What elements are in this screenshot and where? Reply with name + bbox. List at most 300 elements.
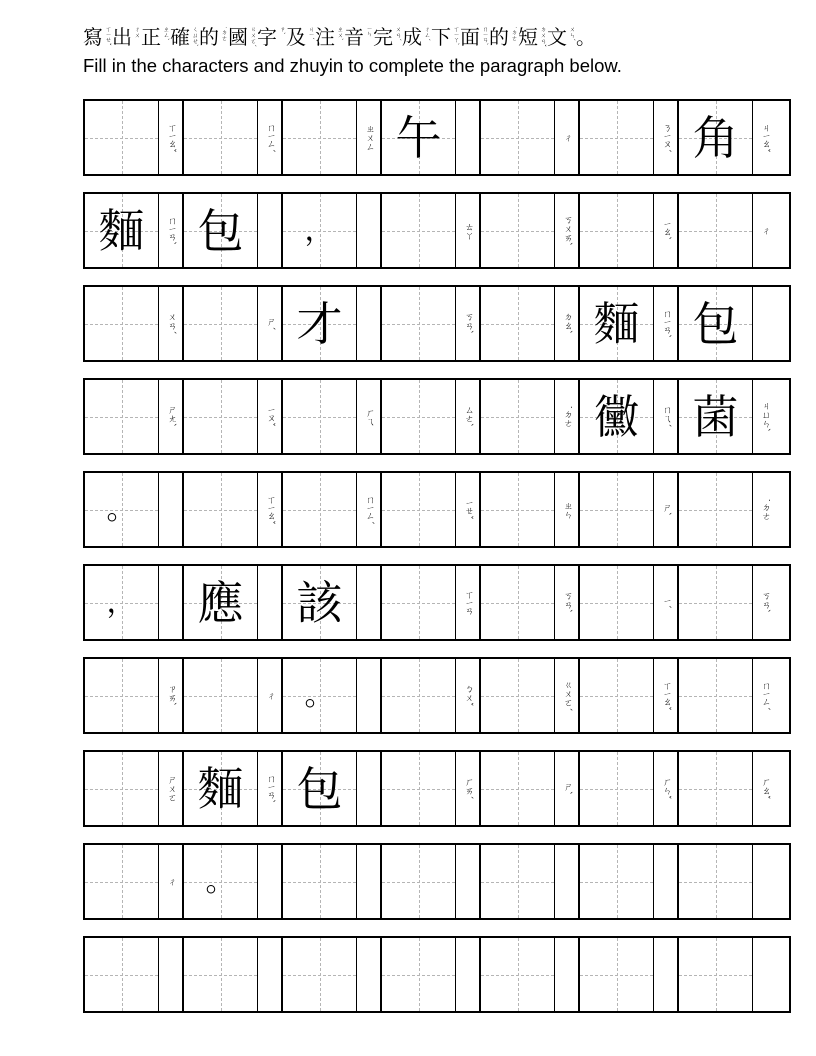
character-text: 麵 bbox=[197, 761, 244, 816]
grid-cell[interactable] bbox=[380, 194, 479, 267]
zhuyin-text: ㄎㄢˋ bbox=[760, 591, 770, 614]
character-box[interactable] bbox=[580, 659, 653, 732]
grid-cell[interactable] bbox=[85, 566, 182, 639]
character-box[interactable] bbox=[184, 101, 257, 174]
zhuyin-text: ㄧㄠˋ bbox=[661, 220, 671, 241]
character-box[interactable] bbox=[580, 473, 653, 546]
character-box[interactable] bbox=[184, 287, 257, 360]
character-box[interactable] bbox=[283, 566, 356, 639]
zhuyin-box[interactable] bbox=[455, 473, 479, 546]
zhuyin-box[interactable] bbox=[257, 659, 281, 732]
zhuyin-text: ㄕㄤˋ bbox=[166, 405, 176, 428]
zhuyin-box[interactable] bbox=[158, 101, 182, 174]
instruction-char-text: 下 bbox=[431, 25, 451, 49]
grid-cell[interactable] bbox=[281, 380, 380, 453]
grid-cell[interactable] bbox=[578, 752, 677, 825]
instruction-char-text: 及 bbox=[286, 25, 306, 49]
zhuyin-text: ㄍㄨㄛˊ bbox=[562, 679, 572, 712]
character-box[interactable] bbox=[481, 287, 554, 360]
grid-row bbox=[83, 657, 791, 734]
character-box[interactable] bbox=[283, 473, 356, 546]
zhuyin-box[interactable] bbox=[554, 845, 578, 918]
zhuyin-box[interactable] bbox=[257, 380, 281, 453]
zhuyin-box[interactable] bbox=[752, 566, 776, 639]
zhuyin-text: ㄎㄨㄞˋ bbox=[562, 214, 572, 247]
zhuyin-box[interactable] bbox=[158, 566, 182, 639]
zhuyin-box[interactable] bbox=[455, 101, 479, 174]
instruction-zhuyin: ㄒㄧㄚˋ bbox=[452, 26, 459, 46]
zhuyin-box[interactable] bbox=[752, 845, 776, 918]
character-box[interactable] bbox=[481, 194, 554, 267]
zhuyin-box[interactable] bbox=[653, 752, 677, 825]
character-box[interactable] bbox=[85, 845, 158, 918]
zhuyin-box[interactable] bbox=[158, 473, 182, 546]
zhuyin-box[interactable] bbox=[158, 845, 182, 918]
character-box[interactable] bbox=[382, 380, 455, 453]
grid-cell[interactable] bbox=[281, 473, 380, 546]
zhuyin-box[interactable] bbox=[158, 938, 182, 1011]
character-box[interactable] bbox=[85, 566, 158, 639]
grid-cell[interactable] bbox=[578, 101, 677, 174]
zhuyin-box[interactable] bbox=[653, 287, 677, 360]
character-box[interactable] bbox=[679, 194, 752, 267]
grid-cell[interactable] bbox=[677, 473, 776, 546]
grid-cell[interactable] bbox=[578, 845, 677, 918]
instruction-char bbox=[518, 24, 547, 50]
character-box[interactable] bbox=[382, 473, 455, 546]
zhuyin-box[interactable] bbox=[752, 659, 776, 732]
grid-cell[interactable] bbox=[281, 845, 380, 918]
character-box[interactable] bbox=[580, 194, 653, 267]
grid-cell[interactable] bbox=[578, 566, 677, 639]
instruction-char-text: 短 bbox=[518, 25, 538, 49]
character-box[interactable] bbox=[580, 938, 653, 1011]
zhuyin-box[interactable] bbox=[158, 194, 182, 267]
character-text: 麵 bbox=[98, 203, 145, 258]
instruction-char-text: 面 bbox=[460, 25, 480, 49]
character-box[interactable] bbox=[184, 845, 257, 918]
character-box[interactable] bbox=[283, 101, 356, 174]
zhuyin-box[interactable] bbox=[257, 566, 281, 639]
zhuyin-text: ㄧˊ bbox=[661, 596, 671, 609]
character-box[interactable] bbox=[580, 101, 653, 174]
zhuyin-box[interactable] bbox=[752, 380, 776, 453]
grid-cell[interactable] bbox=[85, 287, 182, 360]
grid-cell[interactable] bbox=[578, 659, 677, 732]
instruction-char-text: 注 bbox=[315, 25, 335, 49]
character-box[interactable] bbox=[283, 659, 356, 732]
grid-cell[interactable] bbox=[182, 194, 281, 267]
zhuyin-text: ㄕㄨㄛ bbox=[166, 775, 176, 802]
grid-cell[interactable] bbox=[85, 194, 182, 267]
grid-cell[interactable] bbox=[578, 938, 677, 1011]
instruction-char-text: 確 bbox=[170, 25, 190, 49]
grid-cell[interactable] bbox=[85, 845, 182, 918]
character-text: 黴 bbox=[593, 389, 640, 444]
grid-cell[interactable] bbox=[182, 938, 281, 1011]
grid-cell[interactable] bbox=[182, 752, 281, 825]
character-box[interactable] bbox=[580, 845, 653, 918]
character-box[interactable] bbox=[382, 752, 455, 825]
zhuyin-box[interactable] bbox=[356, 380, 380, 453]
character-box[interactable] bbox=[85, 938, 158, 1011]
zhuyin-box[interactable] bbox=[752, 194, 776, 267]
grid-cell[interactable] bbox=[479, 752, 578, 825]
grid-cell[interactable] bbox=[281, 194, 380, 267]
zhuyin-text: ㄏㄠˇ bbox=[760, 777, 770, 800]
zhuyin-box[interactable] bbox=[653, 380, 677, 453]
zhuyin-box[interactable] bbox=[554, 752, 578, 825]
zhuyin-box[interactable] bbox=[455, 287, 479, 360]
instruction-chinese bbox=[83, 24, 783, 50]
grid-cell[interactable] bbox=[380, 938, 479, 1011]
character-box[interactable] bbox=[481, 938, 554, 1011]
grid-cell[interactable] bbox=[182, 845, 281, 918]
zhuyin-box[interactable] bbox=[356, 845, 380, 918]
zhuyin-text: ㄎㄢˋ bbox=[463, 312, 473, 335]
zhuyin-text: ㄔ bbox=[760, 226, 770, 235]
zhuyin-box[interactable] bbox=[455, 380, 479, 453]
character-box[interactable] bbox=[481, 566, 554, 639]
grid-cell[interactable] bbox=[479, 938, 578, 1011]
grid-cell[interactable] bbox=[677, 938, 776, 1011]
instruction-zhuyin: ㄉㄨㄢˇ bbox=[539, 26, 546, 47]
zhuyin-text: ㄔ bbox=[265, 691, 275, 700]
zhuyin-box[interactable] bbox=[752, 287, 776, 360]
character-box[interactable] bbox=[679, 845, 752, 918]
zhuyin-box[interactable] bbox=[356, 566, 380, 639]
character-box[interactable] bbox=[679, 287, 752, 360]
zhuyin-text: ㄇㄟˊ bbox=[661, 405, 671, 428]
grid-row bbox=[83, 471, 791, 548]
character-box[interactable] bbox=[85, 194, 158, 267]
character-box[interactable] bbox=[679, 473, 752, 546]
character-box[interactable] bbox=[382, 566, 455, 639]
zhuyin-box[interactable] bbox=[554, 101, 578, 174]
instruction-zhuyin: ㄐㄧˊ bbox=[307, 26, 314, 40]
character-box[interactable] bbox=[382, 101, 455, 174]
grid-cell[interactable] bbox=[479, 566, 578, 639]
zhuyin-box[interactable] bbox=[257, 752, 281, 825]
zhuyin-box[interactable] bbox=[752, 473, 776, 546]
grid-cell[interactable] bbox=[578, 473, 677, 546]
grid-cell[interactable] bbox=[677, 659, 776, 732]
grid-row bbox=[83, 936, 791, 1013]
instruction-zhuyin: ㄗˋ bbox=[278, 26, 285, 35]
zhuyin-text: ㄏㄣˇ bbox=[661, 777, 671, 800]
instruction-char bbox=[112, 24, 141, 50]
character-box[interactable] bbox=[184, 752, 257, 825]
grid-cell[interactable] bbox=[85, 752, 182, 825]
grid-cell[interactable] bbox=[281, 101, 380, 174]
grid-cell[interactable] bbox=[479, 194, 578, 267]
zhuyin-box[interactable] bbox=[455, 194, 479, 267]
instruction-zhuyin: ㄨㄢˊ bbox=[394, 26, 401, 41]
zhuyin-box[interactable] bbox=[257, 194, 281, 267]
grid-cell[interactable] bbox=[479, 473, 578, 546]
instruction-zhuyin: ㄔㄥˊ bbox=[423, 26, 430, 41]
character-box[interactable] bbox=[481, 845, 554, 918]
grid-cell[interactable] bbox=[182, 380, 281, 453]
zhuyin-box[interactable] bbox=[455, 659, 479, 732]
zhuyin-text: ㄔ bbox=[562, 133, 572, 142]
instruction-char-text: 。 bbox=[576, 25, 596, 49]
zhuyin-box[interactable] bbox=[257, 845, 281, 918]
character-box[interactable] bbox=[283, 938, 356, 1011]
character-box[interactable] bbox=[580, 380, 653, 453]
character-box[interactable] bbox=[85, 659, 158, 732]
grid-cell[interactable] bbox=[281, 287, 380, 360]
zhuyin-box[interactable] bbox=[356, 287, 380, 360]
character-box[interactable] bbox=[481, 101, 554, 174]
character-box[interactable] bbox=[679, 938, 752, 1011]
zhuyin-text: ㄏㄞˊ bbox=[463, 777, 473, 800]
instruction-char bbox=[257, 24, 286, 50]
grid-cell[interactable] bbox=[578, 194, 677, 267]
instruction-char bbox=[547, 24, 576, 50]
character-box[interactable] bbox=[184, 194, 257, 267]
character-box[interactable] bbox=[283, 845, 356, 918]
grid-cell[interactable] bbox=[677, 101, 776, 174]
grid-cell[interactable] bbox=[85, 659, 182, 732]
character-box[interactable] bbox=[382, 287, 455, 360]
grid-cell[interactable] bbox=[380, 380, 479, 453]
zhuyin-text: ㄙㄜˋ bbox=[463, 405, 473, 428]
grid-cell[interactable] bbox=[380, 752, 479, 825]
zhuyin-box[interactable] bbox=[653, 194, 677, 267]
zhuyin-text: ㄒㄧㄠˇ bbox=[166, 122, 176, 153]
grid-cell[interactable] bbox=[182, 287, 281, 360]
grid-cell[interactable] bbox=[677, 566, 776, 639]
grid-cell[interactable] bbox=[677, 845, 776, 918]
grid-row bbox=[83, 99, 791, 176]
character-box[interactable] bbox=[184, 473, 257, 546]
zhuyin-box[interactable] bbox=[356, 101, 380, 174]
zhuyin-text: ˙ㄉㄜ bbox=[760, 498, 770, 521]
zhuyin-box[interactable] bbox=[257, 101, 281, 174]
zhuyin-text: ㄕˋ bbox=[562, 781, 572, 796]
grid-cell[interactable] bbox=[380, 845, 479, 918]
zhuyin-text: ㄕˋ bbox=[661, 502, 671, 517]
grid-cell[interactable] bbox=[578, 287, 677, 360]
zhuyin-box[interactable] bbox=[257, 287, 281, 360]
character-box[interactable] bbox=[679, 659, 752, 732]
grid-cell[interactable] bbox=[479, 380, 578, 453]
instruction-zhuyin: ㄑㄩㄝˋ bbox=[191, 26, 198, 47]
character-box[interactable] bbox=[85, 101, 158, 174]
character-box[interactable] bbox=[481, 659, 554, 732]
zhuyin-box[interactable] bbox=[554, 659, 578, 732]
character-box[interactable] bbox=[382, 194, 455, 267]
grid-cell[interactable] bbox=[85, 938, 182, 1011]
character-text: 包 bbox=[197, 203, 244, 258]
character-box[interactable] bbox=[481, 380, 554, 453]
zhuyin-box[interactable] bbox=[455, 845, 479, 918]
grid-cell[interactable] bbox=[182, 659, 281, 732]
zhuyin-box[interactable] bbox=[356, 659, 380, 732]
zhuyin-text: ㄔ bbox=[166, 877, 176, 886]
grid-cell[interactable] bbox=[85, 380, 182, 453]
character-text: 。 bbox=[304, 677, 335, 713]
zhuyin-box[interactable] bbox=[455, 938, 479, 1011]
zhuyin-text: ˙ㄉㄜ bbox=[562, 405, 572, 428]
character-box[interactable] bbox=[283, 194, 356, 267]
zhuyin-box[interactable] bbox=[356, 194, 380, 267]
zhuyin-text: ㄋㄧㄡˊ bbox=[661, 122, 671, 153]
character-box[interactable] bbox=[679, 752, 752, 825]
grid-cell[interactable] bbox=[479, 845, 578, 918]
zhuyin-text: ㄧㄝˇ bbox=[463, 499, 473, 520]
grid-cell[interactable] bbox=[182, 101, 281, 174]
character-box[interactable] bbox=[85, 287, 158, 360]
grid-cell[interactable] bbox=[182, 566, 281, 639]
grid-cell[interactable] bbox=[281, 752, 380, 825]
instruction-char bbox=[373, 24, 402, 50]
grid-cell[interactable] bbox=[479, 659, 578, 732]
zhuyin-box[interactable] bbox=[356, 752, 380, 825]
zhuyin-box[interactable] bbox=[653, 659, 677, 732]
instruction-zhuyin: ㄇㄧㄢˋ bbox=[481, 26, 488, 46]
zhuyin-box[interactable] bbox=[158, 287, 182, 360]
character-box[interactable] bbox=[382, 845, 455, 918]
character-box[interactable] bbox=[283, 287, 356, 360]
instruction-char bbox=[286, 24, 315, 50]
character-text: 午 bbox=[395, 110, 442, 165]
character-box[interactable] bbox=[184, 938, 257, 1011]
character-box[interactable] bbox=[679, 101, 752, 174]
zhuyin-text: ㄉㄠˋ bbox=[562, 312, 572, 335]
grid-cell[interactable] bbox=[380, 101, 479, 174]
grid-cell[interactable] bbox=[182, 473, 281, 546]
instruction-char-text: 寫 bbox=[83, 25, 103, 49]
instruction-zhuyin: ㄨㄣˊ bbox=[568, 26, 575, 41]
grid-cell[interactable] bbox=[677, 287, 776, 360]
character-box[interactable] bbox=[184, 380, 257, 453]
character-text: 才 bbox=[296, 296, 343, 351]
zhuyin-box[interactable] bbox=[158, 659, 182, 732]
zhuyin-box[interactable] bbox=[554, 473, 578, 546]
zhuyin-box[interactable] bbox=[158, 380, 182, 453]
zhuyin-box[interactable] bbox=[653, 845, 677, 918]
zhuyin-text: ㄐㄩㄣˋ bbox=[760, 400, 770, 433]
instruction-char-text: 完 bbox=[373, 25, 393, 49]
character-box[interactable] bbox=[481, 752, 554, 825]
zhuyin-box[interactable] bbox=[554, 194, 578, 267]
character-box[interactable] bbox=[184, 659, 257, 732]
character-box[interactable] bbox=[283, 380, 356, 453]
grid-cell[interactable] bbox=[578, 380, 677, 453]
grid-cell[interactable] bbox=[479, 101, 578, 174]
instruction-char-text: 字 bbox=[257, 25, 277, 49]
zhuyin-box[interactable] bbox=[455, 752, 479, 825]
instruction-char bbox=[83, 24, 112, 50]
grid-cell[interactable] bbox=[85, 101, 182, 174]
grid-cell[interactable] bbox=[380, 473, 479, 546]
zhuyin-box[interactable] bbox=[653, 473, 677, 546]
character-text: 麵 bbox=[593, 296, 640, 351]
character-box[interactable] bbox=[580, 752, 653, 825]
zhuyin-text: ㄓㄣ bbox=[562, 500, 572, 519]
zhuyin-box[interactable] bbox=[653, 938, 677, 1011]
zhuyin-box[interactable] bbox=[455, 566, 479, 639]
character-box[interactable] bbox=[85, 473, 158, 546]
character-box[interactable] bbox=[85, 752, 158, 825]
character-box[interactable] bbox=[283, 752, 356, 825]
zhuyin-box[interactable] bbox=[653, 101, 677, 174]
grid-cell[interactable] bbox=[281, 659, 380, 732]
character-box[interactable] bbox=[679, 566, 752, 639]
instruction-zhuyin: ㄓㄥˋ bbox=[162, 26, 169, 41]
instruction-char-text: 的 bbox=[489, 25, 509, 49]
grid-cell[interactable] bbox=[479, 287, 578, 360]
instruction-char bbox=[315, 24, 344, 50]
grid-cell[interactable] bbox=[380, 566, 479, 639]
character-text: 角 bbox=[692, 110, 739, 165]
zhuyin-text: ㄨㄢˊ bbox=[166, 312, 176, 335]
zhuyin-box[interactable] bbox=[356, 473, 380, 546]
zhuyin-box[interactable] bbox=[554, 566, 578, 639]
grid-cell[interactable] bbox=[85, 473, 182, 546]
zhuyin-box[interactable] bbox=[554, 380, 578, 453]
instruction-zhuyin: ㄍㄨㄛˊ bbox=[249, 26, 256, 47]
zhuyin-box[interactable] bbox=[752, 938, 776, 1011]
zhuyin-box[interactable] bbox=[752, 752, 776, 825]
character-box[interactable] bbox=[184, 566, 257, 639]
grid-cell[interactable] bbox=[281, 938, 380, 1011]
character-text: 。 bbox=[205, 863, 236, 899]
zhuyin-text: ㄊㄚ bbox=[463, 221, 473, 240]
grid-cell[interactable] bbox=[281, 566, 380, 639]
instruction-zhuyin: ㄧㄣ bbox=[365, 26, 372, 37]
grid-cell[interactable] bbox=[677, 380, 776, 453]
instruction-char bbox=[199, 24, 228, 50]
zhuyin-box[interactable] bbox=[752, 101, 776, 174]
zhuyin-text: ㄗㄞˋ bbox=[166, 684, 176, 707]
instruction-char bbox=[431, 24, 460, 50]
grid-cell[interactable] bbox=[380, 659, 479, 732]
instruction-char-text: 的 bbox=[199, 25, 219, 49]
instruction-char bbox=[344, 24, 373, 50]
character-box[interactable] bbox=[679, 380, 752, 453]
zhuyin-box[interactable] bbox=[257, 473, 281, 546]
zhuyin-text: ㄒㄧㄠˇ bbox=[661, 680, 671, 711]
character-box[interactable] bbox=[580, 287, 653, 360]
grid-cell[interactable] bbox=[380, 287, 479, 360]
instruction-zhuyin: ㄔㄨ bbox=[133, 26, 140, 38]
zhuyin-box[interactable] bbox=[554, 938, 578, 1011]
zhuyin-box[interactable] bbox=[158, 752, 182, 825]
zhuyin-box[interactable] bbox=[554, 287, 578, 360]
instruction-zhuyin: ˙ㄉㄜ bbox=[220, 26, 227, 41]
zhuyin-text: ㄅㄨˇ bbox=[463, 684, 473, 707]
zhuyin-text: ㄓㄨㄥ bbox=[364, 124, 374, 151]
instruction-zhuyin: ㄒㄧㄝˇ bbox=[104, 26, 111, 46]
instruction-char-text: 音 bbox=[344, 25, 364, 49]
zhuyin-box[interactable] bbox=[356, 938, 380, 1011]
instruction-char bbox=[402, 24, 431, 50]
character-box[interactable] bbox=[481, 473, 554, 546]
character-box[interactable] bbox=[382, 938, 455, 1011]
zhuyin-box[interactable] bbox=[257, 938, 281, 1011]
zhuyin-box[interactable] bbox=[653, 566, 677, 639]
grid-row bbox=[83, 378, 791, 455]
character-box[interactable] bbox=[85, 380, 158, 453]
character-box[interactable] bbox=[580, 566, 653, 639]
character-box[interactable] bbox=[382, 659, 455, 732]
grid-cell[interactable] bbox=[677, 752, 776, 825]
grid-cell[interactable] bbox=[677, 194, 776, 267]
zhuyin-text: ㄇㄧㄢˋ bbox=[166, 215, 176, 246]
